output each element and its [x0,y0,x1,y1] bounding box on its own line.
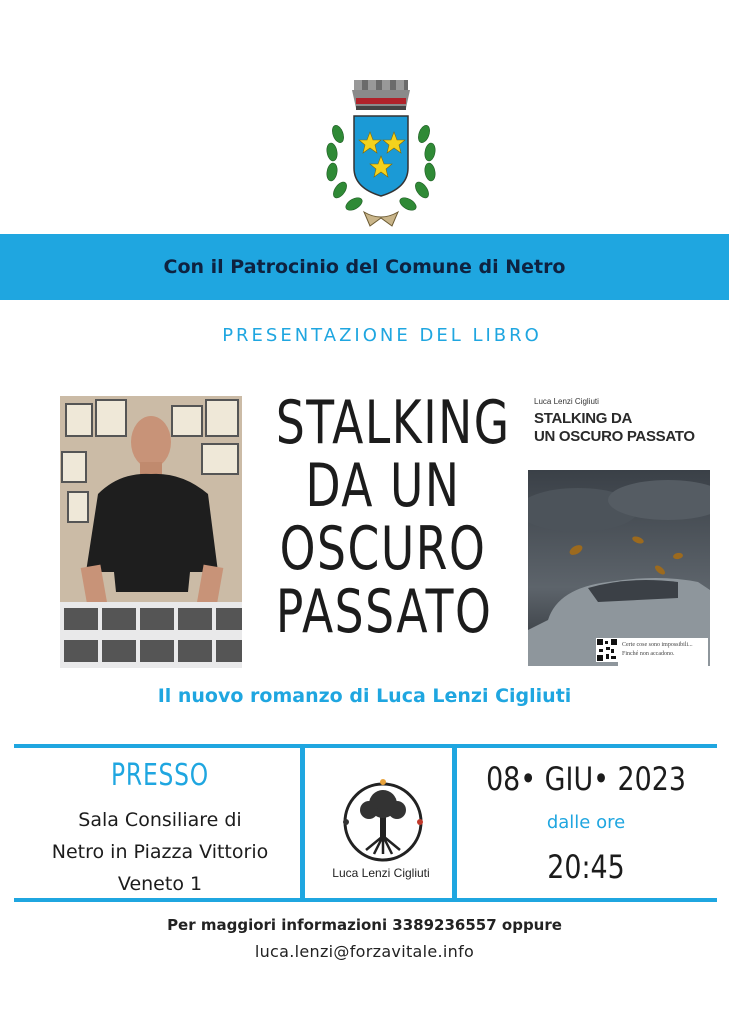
cover-title-line: UN OSCURO PASSATO [534,428,695,445]
venue-address [14,804,306,900]
event-type-heading: PRESENTAZIONE DEL LIBRO [222,325,542,346]
qr-code-icon [596,638,618,662]
contact-info: Per maggiori informazioni 3389236557 oppure [167,916,562,934]
event-date: 08• GIU• 2023 [486,760,686,798]
venue-label: PRESSO [111,758,209,793]
cover-author: Luca Lenzi Cigliuti [534,397,599,406]
divider-top [14,744,717,748]
book-title-line: OSCURO [279,514,487,584]
event-time: 20:45 [547,848,625,886]
book-title [275,388,511,647]
patronage-text: Con il Patrocinio del Comune di Netro [163,256,566,278]
cover-title [534,410,710,446]
book-title-line: STALKING [275,388,511,458]
patronage-banner [0,234,729,300]
time-label: dalle ore [546,812,626,833]
cover-title-line: STALKING DA [534,410,633,427]
book-cover [526,394,712,670]
venue-line: Sala Consiliare di [78,809,242,831]
book-title-line: DA UN [305,451,461,521]
tree-logo-icon [336,778,430,872]
contact-email[interactable]: luca.lenzi@forzavitale.info [254,942,475,961]
book-subtitle: Il nuovo romanzo di Luca Lenzi Cigliuti [157,685,572,707]
venue-line: Veneto 1 [117,873,203,895]
coat-of-arms-icon [318,76,444,236]
cover-tagline-line: Certe cose sono impossibili... [622,642,693,648]
venue-line: Netro in Piazza Vittorio [51,841,269,863]
book-title-line: PASSATO [275,577,493,647]
cover-tagline-line: Finché non accadono. [622,651,675,657]
author-photo [60,396,242,668]
cover-image [528,470,710,666]
logo-caption: Luca Lenzi Cigliuti [332,866,430,880]
cover-tagline [618,638,708,666]
